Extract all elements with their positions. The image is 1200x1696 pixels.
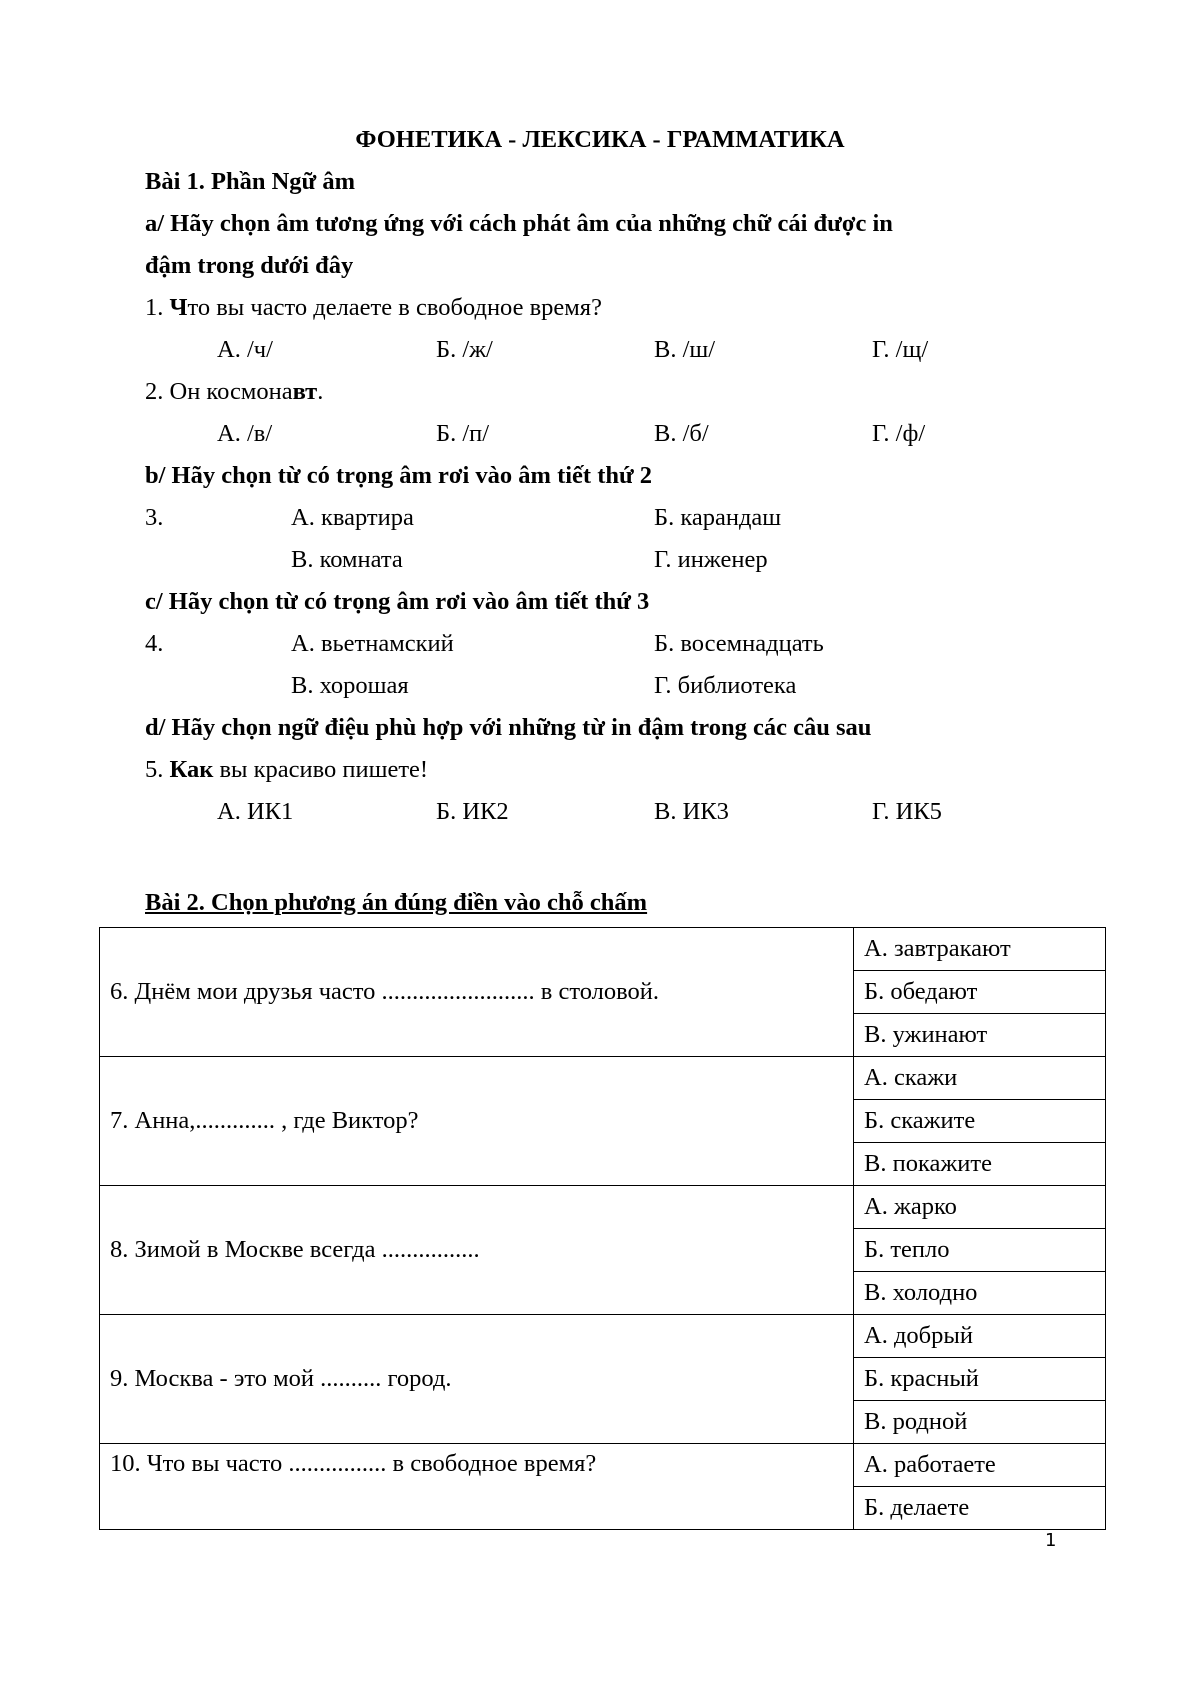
q7-option-a: А. скажи [854, 1057, 1106, 1100]
question-5 [145, 755, 428, 785]
q4-option-b: Б. восемнадцать [654, 630, 824, 657]
q5-option-b: Б. ИК2 [436, 798, 509, 825]
question-8-cell: 8. Зимой в Москве всегда ................ [100, 1186, 854, 1315]
bai1-b-instruction: b/ Hãy chọn từ có trọng âm rơi vào âm tiết thứ 2 [145, 462, 653, 489]
bai1-heading: Bài 1. Phần Ngữ âm [145, 168, 356, 195]
bai1-d-instruction: d/ Hãy chọn ngữ điệu phù hợp với những từ in đậm trong các câu sau [145, 714, 872, 741]
q1-option-d: Г. /щ/ [872, 336, 929, 363]
table-row [100, 1444, 1106, 1487]
question-1-text: то вы часто делаете в свободное время? [187, 294, 602, 321]
q2-option-b: Б. /п/ [436, 420, 490, 447]
q10-option-b: Б. делаете [854, 1487, 1106, 1530]
question-2-post: . [317, 378, 324, 405]
bai1-a-instruction-line2: đậm trong dưới đây [145, 252, 354, 279]
q9-option-b: Б. красный [854, 1358, 1106, 1401]
q4-option-d: Г. библиотека [654, 672, 797, 699]
table-row [100, 1315, 1106, 1358]
q6-option-c: В. ужинают [854, 1014, 1106, 1057]
table-row [100, 928, 1106, 971]
q3-option-b: Б. карандаш [654, 504, 782, 531]
q5-option-c: В. ИК3 [654, 798, 729, 825]
q1-option-c: В. /ш/ [654, 336, 716, 363]
q4-option-a: А. вьетнамский [291, 630, 454, 657]
q9-option-a: А. добрый [854, 1315, 1106, 1358]
q2-option-d: Г. /ф/ [872, 420, 926, 447]
q9-option-c: В. родной [854, 1401, 1106, 1444]
q5-option-a: А. ИК1 [217, 798, 294, 825]
question-5-text: вы красиво пишете! [213, 756, 429, 783]
page-title: ФОНЕТИКА - ЛЕКСИКА - ГРАММАТИКА [355, 126, 845, 153]
q10-option-a: А. работаете [854, 1444, 1106, 1487]
q1-option-b: Б. /ж/ [436, 336, 493, 363]
q3-option-c: В. комната [291, 546, 403, 573]
question-2 [145, 377, 323, 407]
bai1-a-instruction-line1: a/ Hãy chọn âm tương ứng với cách phát âm của những chữ cái được in [145, 210, 893, 237]
q8-option-b: Б. тепло [854, 1229, 1106, 1272]
bai2-heading: Bài 2. Chọn phương án đúng điền vào chỗ chấm [145, 889, 648, 916]
question-9-cell: 9. Москва - это мой .......... город. [100, 1315, 854, 1444]
question-7-cell: 7. Анна,............. , где Виктор? [100, 1057, 854, 1186]
question-5-bold-word: Как [169, 756, 214, 783]
q5-option-d: Г. ИК5 [872, 798, 942, 825]
q3-option-d: Г. инженер [654, 546, 768, 573]
question-2-pre: 2. Он космона [145, 378, 293, 405]
question-4-number: 4. [145, 630, 164, 657]
question-1 [145, 293, 602, 323]
q8-option-c: В. холодно [854, 1272, 1106, 1315]
question-2-bold-letters: вт [292, 378, 318, 405]
q6-option-a: А. завтракают [854, 928, 1106, 971]
q7-option-b: Б. скажите [854, 1100, 1106, 1143]
question-3-number: 3. [145, 504, 164, 531]
q8-option-a: А. жарко [854, 1186, 1106, 1229]
table-row [100, 1057, 1106, 1100]
q1-option-a: А. /ч/ [217, 336, 273, 363]
question-5-number: 5. [145, 756, 170, 783]
question-10-cell: 10. Что вы часто ................ в свободное время? [100, 1444, 854, 1530]
table-row [100, 1186, 1106, 1229]
page-number: 1 [1045, 1530, 1057, 1551]
q2-option-a: А. /в/ [217, 420, 273, 447]
question-1-bold-letter: Ч [169, 294, 188, 321]
q6-option-b: Б. обедают [854, 971, 1106, 1014]
bai1-c-instruction: c/ Hãy chọn từ có trọng âm rơi vào âm tiết thứ 3 [145, 588, 650, 615]
q7-option-c: В. покажите [854, 1143, 1106, 1186]
question-1-number: 1. [145, 294, 170, 321]
q2-option-c: В. /б/ [654, 420, 709, 447]
question-6-cell: 6. Днём мои друзья часто ......................... в столовой. [100, 928, 854, 1057]
bai2-question-table [99, 927, 1106, 1530]
q4-option-c: В. хорошая [291, 672, 409, 699]
q3-option-a: А. квартира [291, 504, 414, 531]
